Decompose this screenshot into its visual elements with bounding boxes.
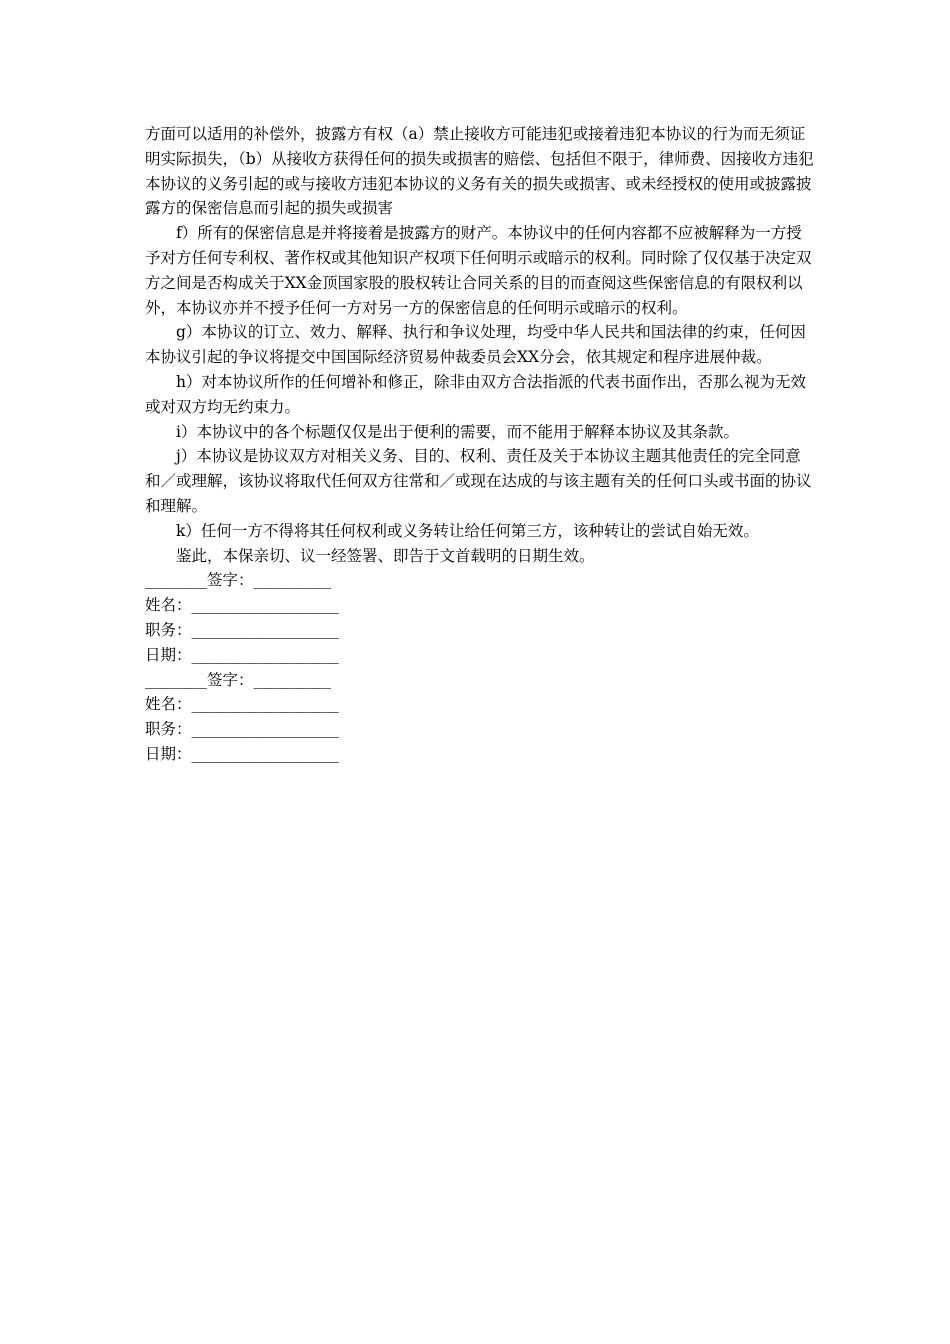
date-line: 日期：___________________ bbox=[145, 744, 339, 763]
paragraph-clause-h: h）对本协议所作的任何增补和修正，除非由双方合法指派的代表书面作出，否那么视为无效或对双方均无约束力。 bbox=[145, 372, 806, 416]
paragraph-closing: 鉴此，本保亲切、议一经签署、即告于文首载明的日期生效。 bbox=[176, 546, 595, 565]
name-line: 姓名：___________________ bbox=[145, 596, 339, 615]
title-line: 职务：___________________ bbox=[145, 620, 339, 639]
paragraph-clause-f: f）所有的保密信息是并将接着是披露方的财产。本协议中的任何内容都不应被解释为一方授予对方任何专利权、著作权或其他知识产权项下任何明示或暗示的权利。同时除了仅仅基于决定双方之间是否构成关于XX金顶国家股的股权转让合同关系的目的而查阅这些保密信息的有限权利以外，本协议亦并不授予任何一方对另一方的保密信息的任何明示或暗示的权利。 bbox=[145, 224, 812, 317]
signature-block-2 bbox=[145, 668, 815, 767]
document-page bbox=[145, 122, 815, 767]
paragraph-clause-g: g）本协议的订立、效力、解释、执行和争议处理，均受中华人民共和国法律的约束，任何因本协议引起的争议将提交中国国际经济贸易仲裁委员会XX分会，依其规定和程序进展仲裁。 bbox=[145, 323, 806, 367]
paragraph-clause-k: k）任何一方不得将其任何权利或义务转让给任何第三方，该种转让的尝试自始无效。 bbox=[176, 521, 759, 540]
paragraph-clause-i: i）本协议中的各个标题仅仅是出于便利的需要，而不能用于解释本协议及其条款。 bbox=[176, 422, 739, 441]
paragraph-compensation: 方面可以适用的补偿外，披露方有权（a）禁止接收方可能违犯或接着违犯本协议的行为而无须证明实际损失，（b）从接收方获得任何的损失或损害的赔偿、包括但不限于，律师费、因接收方违犯本协议的义务引起的或与接收方违犯本协议的义务有关的损失或损害、或未经授权的使用或披露披露方的保密信息而引起的损失或损害 bbox=[145, 125, 814, 218]
paragraph-clause-j: j）本协议是协议双方对相关义务、目的、权利、责任及关于本协议主题其他责任的完全同意和／或理解，该协议将取代任何双方往常和／或现在达成的与该主题有关的任何口头或书面的协议和理解。 bbox=[145, 447, 812, 515]
title-line: 职务：___________________ bbox=[145, 720, 339, 739]
signature-block-1 bbox=[145, 568, 815, 667]
signature-line: ________签字：__________ bbox=[145, 670, 332, 689]
date-line: 日期：___________________ bbox=[145, 645, 339, 664]
signature-line: ________签字：__________ bbox=[145, 571, 332, 590]
name-line: 姓名：___________________ bbox=[145, 695, 339, 714]
